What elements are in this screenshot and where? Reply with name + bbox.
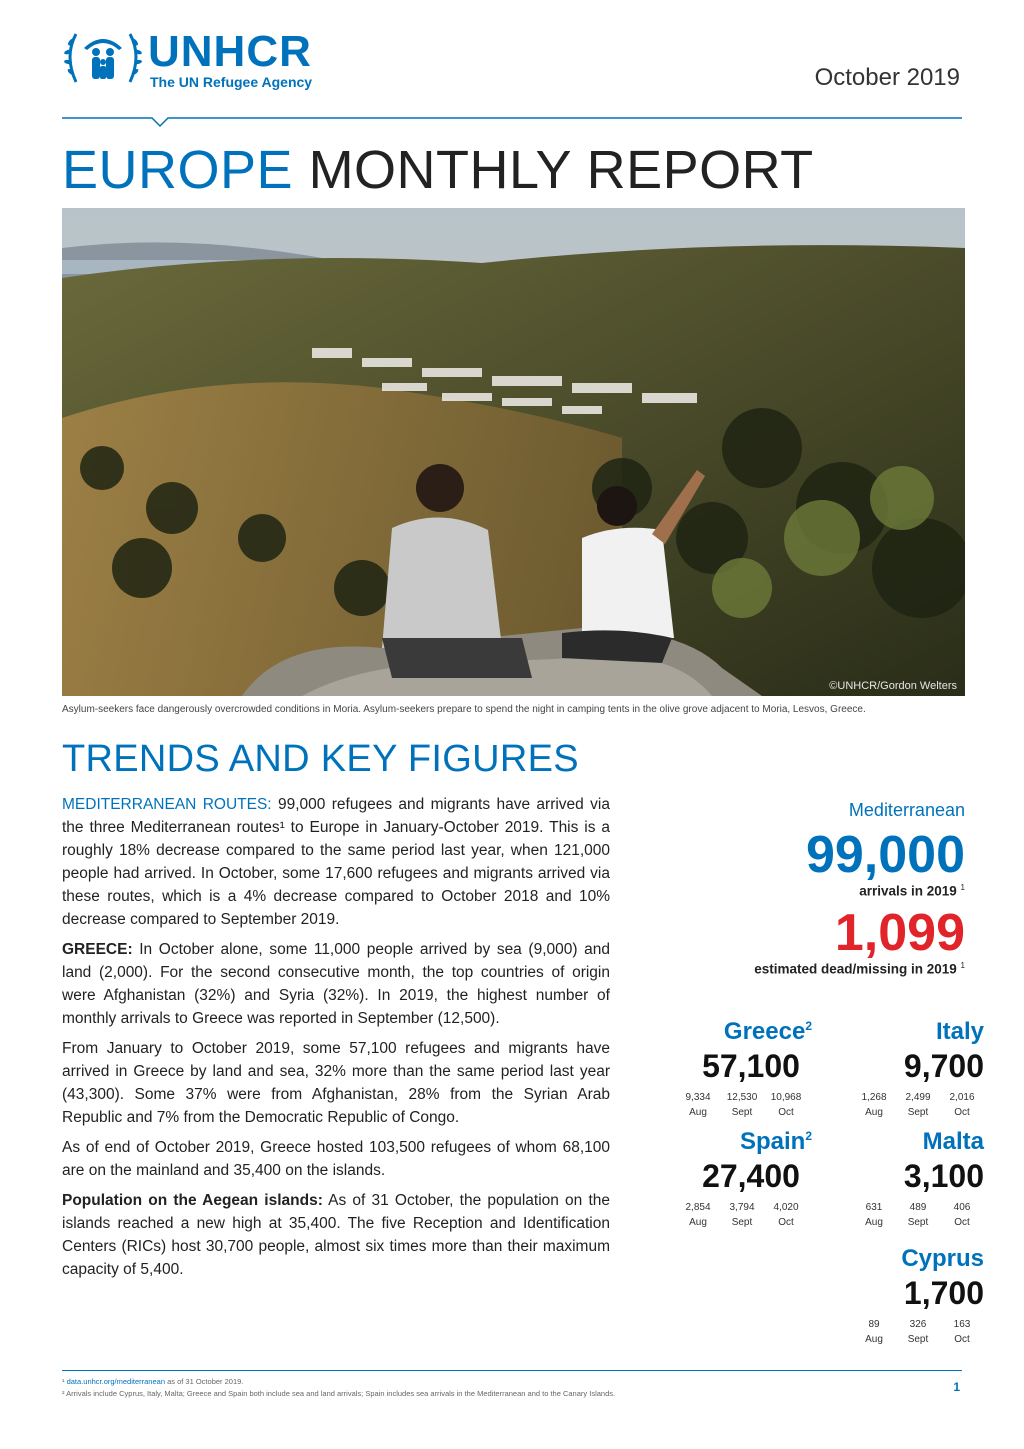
month-label: Sept [907,1334,929,1345]
monthly-arrivals [834,1200,984,1230]
footnote-text: as of 31 October 2019. [165,1377,244,1386]
footnote-mark: ¹ [62,1377,65,1386]
month-aug [852,1317,896,1347]
month-label: Aug [865,1334,883,1345]
month-oct [940,1317,984,1347]
month-value: 326 [909,1319,927,1330]
page-number: 1 [953,1380,960,1394]
country-name [676,1128,826,1156]
month-label: Oct [778,1217,794,1228]
month-aug [852,1200,896,1230]
month-sept [896,1090,940,1120]
footnote-mark: ² [62,1389,65,1398]
month-value: 89 [868,1319,880,1330]
dead-missing-caption [660,961,965,977]
arrivals-footnote-ref: 1 [960,883,965,892]
month-value: 12,530 [726,1092,758,1103]
month-label: Sept [907,1107,929,1118]
country-footnote-ref: 2 [805,1019,812,1033]
footnotes [62,1376,942,1400]
mediterranean-label: Mediterranean [848,800,965,820]
title-rest: MONTHLY REPORT [293,140,814,200]
org-tagline: The UN Refugee Agency [150,74,313,90]
month-label: Aug [865,1217,883,1228]
country-name [834,1245,984,1273]
month-value: 2,499 [905,1092,931,1103]
month-oct [940,1200,984,1230]
monthly-arrivals [676,1090,826,1120]
text-greece: In October alone, some 11,000 people arrived by sea (9,000) and land (2,000). For the second consecutive month, the top countries of origin were Afghanistan (32%) and Syria (32%). In 2019, the highest number of monthly arrivals to Greece was reported in September (12,500). [62,941,610,1027]
month-value: 3,794 [729,1202,755,1213]
paragraph-mediterranean [62,793,610,931]
country-name-text: Malta [922,1128,984,1155]
month-oct [764,1090,808,1120]
month-sept [720,1090,764,1120]
month-oct [764,1200,808,1230]
key-figures [660,800,965,976]
photo-caption: Asylum-seekers face dangerously overcrowded conditions in Moria. Asylum-seekers prepare to spend the night in camping tents in the olive grove adjacent to Moria, Lesvos, Greece. [62,704,866,715]
arrivals-total: 99,000 [805,826,965,884]
month-label: Oct [954,1107,970,1118]
month-value: 4,020 [773,1202,799,1213]
footnote-2 [62,1388,942,1400]
country-greece [676,1018,826,1120]
month-label: Sept [907,1217,929,1228]
lead-mediterranean: MEDITERRANEAN ROUTES: [62,796,272,813]
month-label: Oct [954,1334,970,1345]
org-name: UNHCR [148,27,312,76]
month-aug [676,1090,720,1120]
month-label: Sept [731,1107,753,1118]
country-spain [676,1128,826,1230]
paragraph-aegean [62,1189,610,1281]
country-name [834,1018,984,1046]
country-malta [834,1128,984,1230]
country-name-text: Greece [723,1018,806,1045]
arrivals-label: arrivals in 2019 [859,883,957,899]
month-aug [852,1090,896,1120]
text-aegean: As of 31 October, the population on the islands reached a new high at 35,400. The five Reception and Identification Centers (RICs) host 30,700 people, almost six times more than their maximum capacity of 5,400. [62,1192,610,1278]
month-label: Oct [778,1107,794,1118]
text-mediterranean: 99,000 refugees and migrants have arrived via the three Mediterranean routes¹ to Europe in January-October 2019. This is a roughly 18% decrease compared to the same period last year, when 121,000 people had arrived. In October, some 17,600 refugees and migrants arrived via these routes, which is a 4% decrease compared to October 2018 and 10% decrease compared to September 2019. [62,796,610,928]
data-portal-link[interactable]: data.unhcr.org/mediterranean [66,1377,165,1386]
month-oct [940,1090,984,1120]
month-value: 1,268 [861,1092,887,1103]
country-name-text: Cyprus [901,1245,984,1272]
footer-divider [62,1370,962,1371]
lead-greece: GREECE: [62,941,133,958]
paragraph-greece-ytd: From January to October 2019, some 57,100 refugees and migrants have arrived in Greece by land and sea, 32% more than the same period last year (43,300). Some 37% were from Afghanistan, 28% from the Syrian Arab Republic and 7% from the Democratic Republic of Congo. [62,1040,610,1126]
laurel-family-emblem-icon [62,26,144,92]
arrivals-caption [660,883,965,899]
dead-footnote-ref: 1 [960,960,965,970]
month-value: 2,016 [949,1092,975,1103]
country-name-text: Italy [935,1018,984,1045]
month-sept [720,1200,764,1230]
country-total: 3,100 [903,1158,984,1194]
paragraph-greece-hosted: As of end of October 2019, Greece hosted 103,500 refugees of whom 68,100 are on the mainland and 35,400 on the islands. [62,1139,610,1179]
country-total: 9,700 [903,1048,984,1084]
body-text [62,793,610,1288]
footnote-1 [62,1376,942,1388]
photo-credit: ©UNHCR/Gordon Welters [829,680,957,692]
hero-photo [62,208,965,696]
monthly-arrivals [676,1200,826,1230]
title-region: EUROPE [62,140,294,200]
month-value: 489 [909,1202,927,1213]
country-footnote-ref: 2 [805,1129,812,1143]
month-value: 631 [865,1202,883,1213]
month-value: 406 [953,1202,971,1213]
report-date: October 2019 [814,64,960,91]
page-title [62,140,814,200]
month-label: Aug [865,1107,883,1118]
country-name-text: Spain [739,1128,806,1155]
month-sept [896,1200,940,1230]
unhcr-logo [62,26,352,96]
dead-missing-total: 1,099 [834,903,965,962]
month-label: Sept [731,1217,753,1228]
country-italy [834,1018,984,1120]
paragraph-greece [62,938,610,1030]
footnote-text: Arrivals include Cyprus, Italy, Malta; Greece and Spain both include sea and land arrivals; Spain includes sea arrivals in the Mediterranean and to the Canary Islands. [64,1389,616,1398]
month-value: 9,334 [685,1092,711,1103]
month-label: Oct [954,1217,970,1228]
country-name [676,1018,826,1046]
header-divider [62,114,962,128]
month-value: 10,968 [770,1092,802,1103]
month-sept [896,1317,940,1347]
month-label: Aug [689,1107,707,1118]
month-value: 163 [953,1319,971,1330]
section-title: TRENDS AND KEY FIGURES [62,738,579,780]
month-value: 2,854 [685,1202,711,1213]
country-total: 27,400 [702,1158,800,1194]
country-name [834,1128,984,1156]
country-cyprus [834,1245,984,1347]
country-total: 57,100 [702,1048,800,1084]
country-total: 1,700 [903,1275,984,1311]
dead-missing-label: estimated dead/missing in 2019 [754,961,957,976]
monthly-arrivals [834,1317,984,1347]
landscape-illustration [62,208,965,696]
month-aug [676,1200,720,1230]
lead-aegean: Population on the Aegean islands: [62,1192,323,1209]
monthly-arrivals [834,1090,984,1120]
month-label: Aug [689,1217,707,1228]
